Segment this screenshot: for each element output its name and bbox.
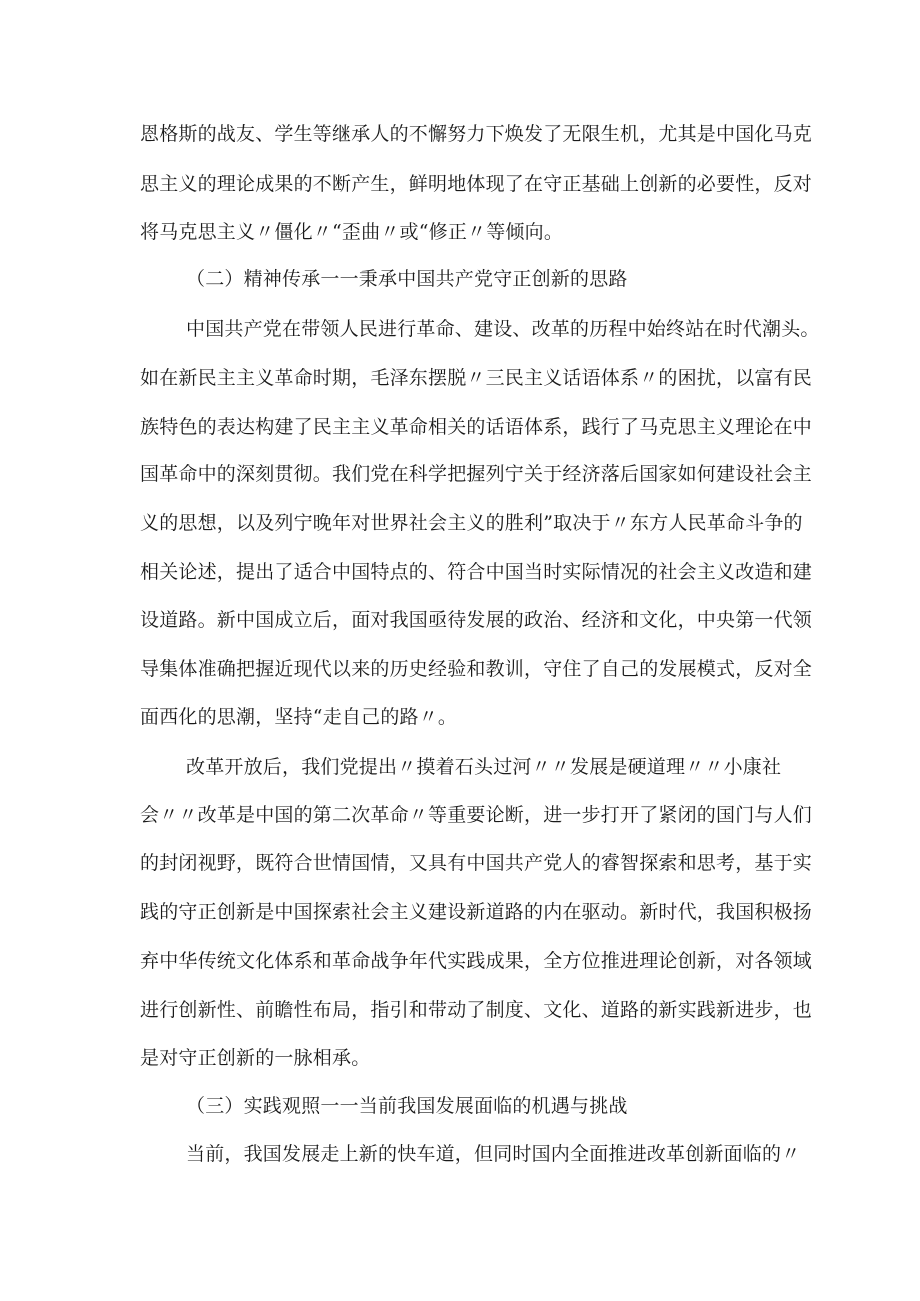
paragraph-line: 会〃〃改革是中国的第二次革命〃等重要论断，进一步打开了紧闭的国门与人们 (140, 804, 813, 826)
paragraph-line: 的封闭视野，既符合世情国情，又具有中国共产党人的睿智探索和思考，基于实 (140, 852, 813, 874)
paragraph-line: 面西化的思潮，坚持“走自己的路〃。 (140, 706, 458, 728)
paragraph-line: 导集体准确把握近现代以来的历史经验和教训，守住了自己的发展模式，反对全 (140, 658, 813, 680)
paragraph-line: 当前，我国发展走上新的快车道，但同时国内全面推进改革创新面临的〃 (186, 1143, 801, 1165)
paragraph-line: 改革开放后，我们党提出〃摸着石头过河〃〃发展是硬道理〃〃小康社 (186, 756, 782, 778)
paragraph-line: 恩格斯的战友、学生等继承人的不懈努力下焕发了无限生机，尤其是中国化马克 (140, 123, 813, 145)
paragraph-line: 是对守正创新的一脉相承。 (140, 1047, 371, 1069)
paragraph-line: 将马克思主义〃僵化〃“歪曲〃或“修正〃等倾向。 (140, 221, 564, 243)
section-heading-3: （三）实践观照一一当前我国发展面临的机遇与挑战 (186, 1095, 628, 1117)
paragraph-line: 族特色的表达构建了民主主义革命相关的话语体系，践行了马克思主义理论在中 (140, 416, 813, 438)
paragraph-line: 践的守正创新是中国探索社会主义建设新道路的内在驱动。新时代，我国积极扬 (140, 901, 813, 923)
paragraph-line: 义的思想，以及列宁晚年对世界社会主义的胜利”取决于〃东方人民革命斗争的 (140, 512, 803, 534)
paragraph-line: 设道路。新中国成立后，面对我国亟待发展的政治、经济和文化，中央第一代领 (140, 609, 813, 631)
paragraph-line: 相关论述，提出了适合中国特点的、符合中国当时实际情况的社会主义改造和建 (140, 561, 813, 583)
section-heading-2: （二）精神传承一一秉承中国共产党守正创新的思路 (186, 268, 628, 290)
paragraph-line: 国革命中的深刻贯彻。我们党在科学把握列宁关于经济落后国家如何建设社会主 (140, 463, 813, 485)
paragraph-line: 弃中华传统文化体系和革命战争年代实践成果，全方位推进理论创新，对各领域 (140, 950, 813, 972)
paragraph-line: 思主义的理论成果的不断产生，鲜明地体现了在守正基础上创新的必要性，反对 (140, 173, 813, 195)
paragraph-line: 如在新民主主义革命时期，毛泽东摆脱〃三民主义话语体系〃的困扰，以富有民 (140, 367, 813, 389)
paragraph-line: 中国共产党在带领人民进行革命、建设、改革的历程中始终站在时代潮头。 (186, 318, 820, 340)
paragraph-line: 进行创新性、前瞻性布局，指引和带动了制度、文化、道路的新实践新进步，也 (140, 999, 813, 1021)
